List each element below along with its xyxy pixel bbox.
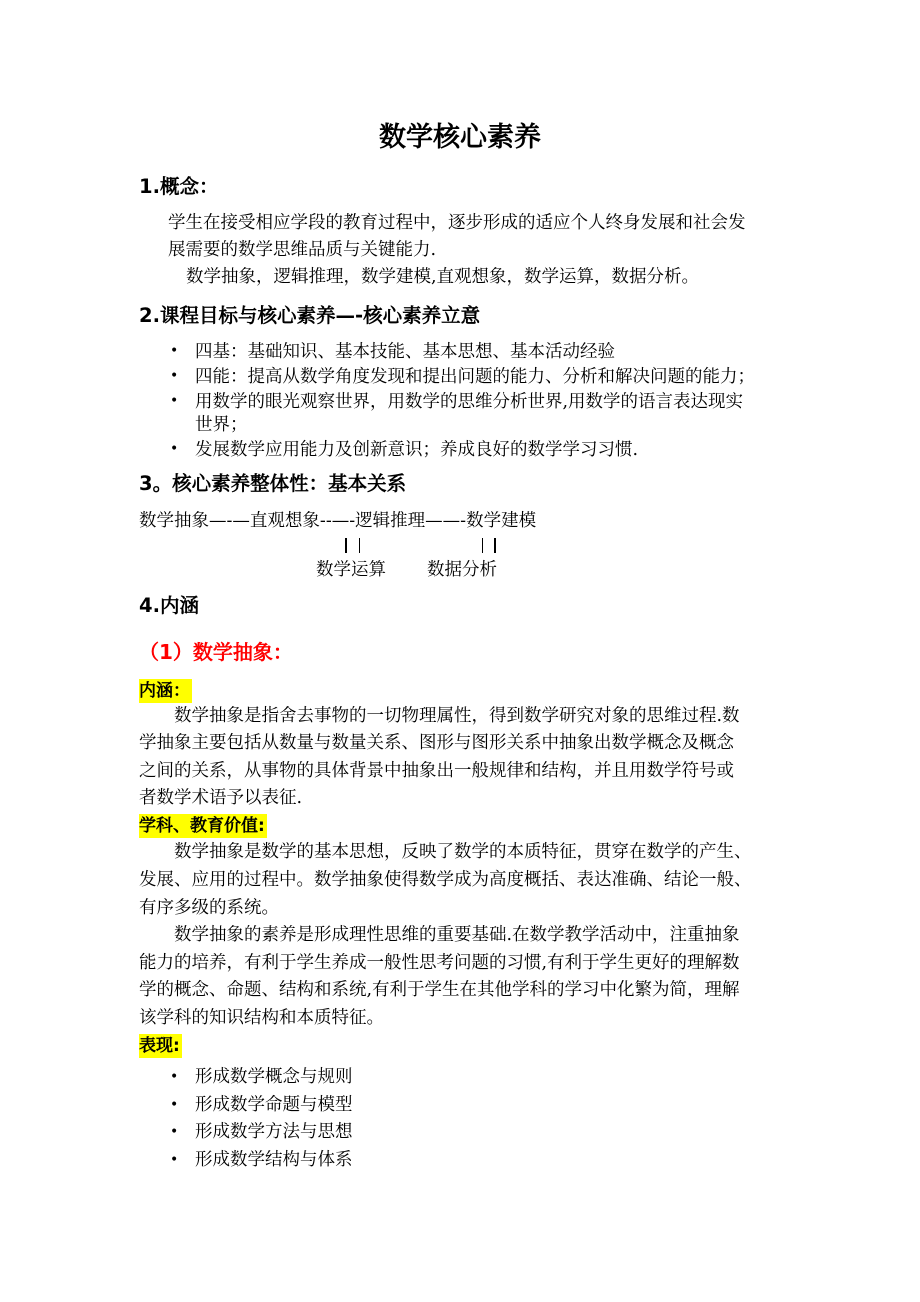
concept-line-2: 展需要的数学思维品质与关键能力.: [168, 240, 437, 260]
label-connotation: 内涵：: [139, 681, 190, 701]
bullet-dot: •: [170, 393, 179, 409]
page-title: 数学核心素养: [379, 122, 541, 153]
section-3-heading: 3。核心素养整体性：基本关系: [139, 472, 407, 495]
manifestation-item-4: 形成数学结构与体系: [195, 1150, 353, 1170]
value-line-1: 数学抽象是数学的基本思想，反映了数学的本质特征，贯穿在数学的产生、: [174, 842, 752, 862]
value-line-3: 有序多级的系统。: [139, 898, 279, 918]
value-line-4: 数学抽象的素养是形成理性思维的重要基础.在数学教学活动中，注重抽象: [174, 925, 740, 945]
section-4-heading: 4.内涵: [139, 594, 199, 617]
relation-bottom-left: 数学运算: [316, 560, 386, 580]
value-line-7: 该学科的知识结构和本质特征。: [139, 1008, 384, 1028]
relation-bottom-right: 数据分析: [427, 560, 497, 580]
manifestation-item-1: 形成数学概念与规则: [195, 1067, 353, 1087]
bullet-dot: •: [170, 1069, 179, 1085]
value-line-6: 学的概念、命题、结构和系统,有利于学生在其他学科的学习中化繁为简，理解: [139, 980, 740, 1000]
section-1-heading: 1.概念：: [139, 175, 219, 198]
connotation-line-2: 学抽象主要包括从数量与数量关系、图形与图形关系中抽象出数学概念及概念: [139, 733, 734, 753]
goal-bullet-1: 四基：基础知识、基本技能、基本思想、基本活动经验: [195, 342, 615, 362]
bullet-dot: •: [170, 441, 179, 457]
manifestation-item-3: 形成数学方法与思想: [195, 1122, 353, 1142]
goal-bullet-4: 发展数学应用能力及创新意识；养成良好的数学学习习惯.: [195, 440, 639, 460]
connotation-line-1: 数学抽象是指舍去事物的一切物理属性，得到数学研究对象的思维过程.数: [174, 706, 740, 726]
goal-bullet-3-cont: 世界；: [195, 415, 248, 435]
connector-bar: [494, 538, 496, 553]
value-line-2: 发展、应用的过程中。数学抽象使得数学成为高度概括、表达准确、结论一般、: [139, 870, 752, 890]
goal-bullet-2: 四能：提高从数学角度发现和提出问题的能力、分析和解决问题的能力；: [195, 367, 755, 387]
literacy-list-line: 数学抽象，逻辑推理，数学建模,直观想象，数学运算，数据分析。: [186, 267, 700, 287]
section-2-heading: 2.课程目标与核心素养—-核心素养立意: [139, 304, 481, 327]
bullet-dot: •: [170, 368, 179, 384]
label-manifestation: 表现:: [139, 1036, 180, 1056]
bullet-dot: •: [170, 1097, 179, 1113]
connotation-line-3: 之间的关系，从事物的具体背景中抽象出一般规律和结构，并且用数学符号或: [139, 761, 734, 781]
connector-bar: [345, 538, 347, 553]
subsection-heading: （1）数学抽象：: [139, 640, 293, 664]
goal-bullet-3: 用数学的眼光观察世界，用数学的思维分析世界,用数学的语言表达现实: [195, 392, 744, 412]
concept-line-1: 学生在接受相应学段的教育过程中，逐步形成的适应个人终身发展和社会发: [168, 213, 746, 233]
bullet-dot: •: [170, 1124, 179, 1140]
connector-bar: [359, 538, 360, 553]
bullet-dot: •: [170, 343, 179, 359]
connector-bar: [482, 538, 483, 553]
manifestation-item-2: 形成数学命题与模型: [195, 1095, 353, 1115]
label-value: 学科、教育价值:: [139, 816, 265, 836]
connotation-line-4: 者数学术语予以表征.: [139, 788, 303, 808]
bullet-dot: •: [170, 1152, 179, 1168]
relation-chain: 数学抽象—-—直观想象--—-逻辑推理——-数学建模: [139, 511, 537, 531]
value-line-5: 能力的培养，有利于学生养成一般性思考问题的习惯,有利于学生更好的理解数: [139, 953, 740, 973]
